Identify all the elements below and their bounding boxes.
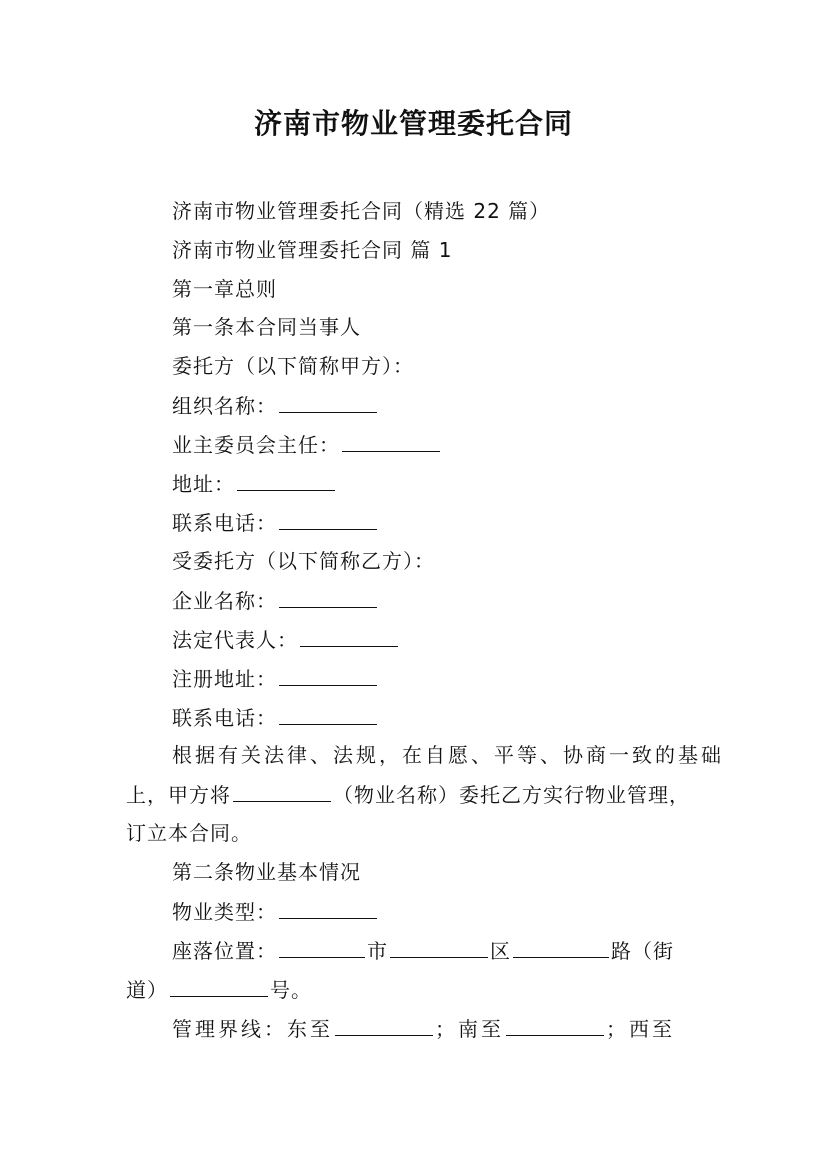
party-b-phone-line	[172, 704, 379, 731]
party-a-header: 委托方（以下简称甲方）：	[172, 354, 414, 378]
party-b-header: 受委托方（以下简称乙方）：	[172, 549, 435, 573]
location-line-2	[126, 976, 312, 1003]
basis-paragraph-line-2	[126, 781, 690, 808]
fill-blank	[237, 470, 335, 491]
fill-blank	[506, 1015, 604, 1036]
location-road: 路（街	[611, 939, 674, 963]
party-a-director-label: 业主委员会主任：	[172, 433, 340, 457]
fill-blank	[279, 587, 377, 608]
property-type-line	[172, 898, 379, 925]
fill-blank	[170, 976, 268, 997]
document-subtitle: 济南市物业管理委托合同（精选 22 篇）	[172, 199, 551, 223]
property-type-label: 物业类型：	[172, 900, 277, 924]
location-number: 号。	[270, 978, 312, 1002]
article-1-heading: 第一条本合同当事人	[172, 315, 361, 339]
boundary-line	[172, 1015, 675, 1042]
fill-blank	[279, 665, 377, 686]
fill-blank	[279, 704, 377, 725]
section-heading: 济南市物业管理委托合同 篇 1	[172, 238, 453, 262]
party-a-org-line	[172, 392, 379, 419]
fill-blank	[233, 781, 331, 802]
fill-blank	[300, 626, 398, 647]
chapter-heading: 第一章总则	[172, 277, 277, 301]
party-a-phone-label: 联系电话：	[172, 511, 277, 535]
party-b-phone-label: 联系电话：	[172, 706, 277, 730]
location-district: 区	[490, 939, 511, 963]
party-b-address-line	[172, 665, 379, 692]
party-a-address-label: 地址：	[172, 472, 235, 496]
fill-blank	[279, 937, 365, 958]
fill-blank	[390, 937, 488, 958]
party-a-org-label: 组织名称：	[172, 394, 277, 418]
fill-blank	[279, 898, 377, 919]
location-road-end: 道）	[126, 978, 168, 1002]
fill-blank	[342, 431, 440, 452]
basis-text-b: （物业名称）委托乙方实行物业管理，	[333, 783, 690, 807]
party-b-address-label: 注册地址：	[172, 667, 277, 691]
basis-paragraph-line-1: 根据有关法律、法规，在自愿、平等、协商一致的基础	[172, 743, 724, 767]
basis-paragraph-line-3: 订立本合同。	[126, 821, 252, 845]
boundary-west-label: ；西至	[606, 1017, 675, 1041]
party-b-rep-label: 法定代表人：	[172, 628, 298, 652]
fill-blank	[513, 937, 609, 958]
party-a-director-line	[172, 431, 442, 458]
party-b-company-label: 企业名称：	[172, 589, 277, 613]
document-title: 济南市物业管理委托合同	[253, 107, 573, 140]
location-city: 市	[367, 939, 388, 963]
article-2-heading: 第二条物业基本情况	[172, 860, 361, 884]
fill-blank	[335, 1015, 433, 1036]
fill-blank	[279, 509, 377, 530]
location-line-1	[172, 937, 674, 964]
party-a-phone-line	[172, 509, 379, 536]
fill-blank	[279, 392, 377, 413]
party-b-rep-line	[172, 626, 400, 653]
location-label: 座落位置：	[172, 939, 277, 963]
party-b-company-line	[172, 587, 379, 614]
boundary-south-label: ；南至	[435, 1017, 504, 1041]
party-a-address-line	[172, 470, 337, 497]
basis-text-a: 上，甲方将	[126, 783, 231, 807]
boundary-east-label: 管理界线：东至	[172, 1017, 333, 1041]
